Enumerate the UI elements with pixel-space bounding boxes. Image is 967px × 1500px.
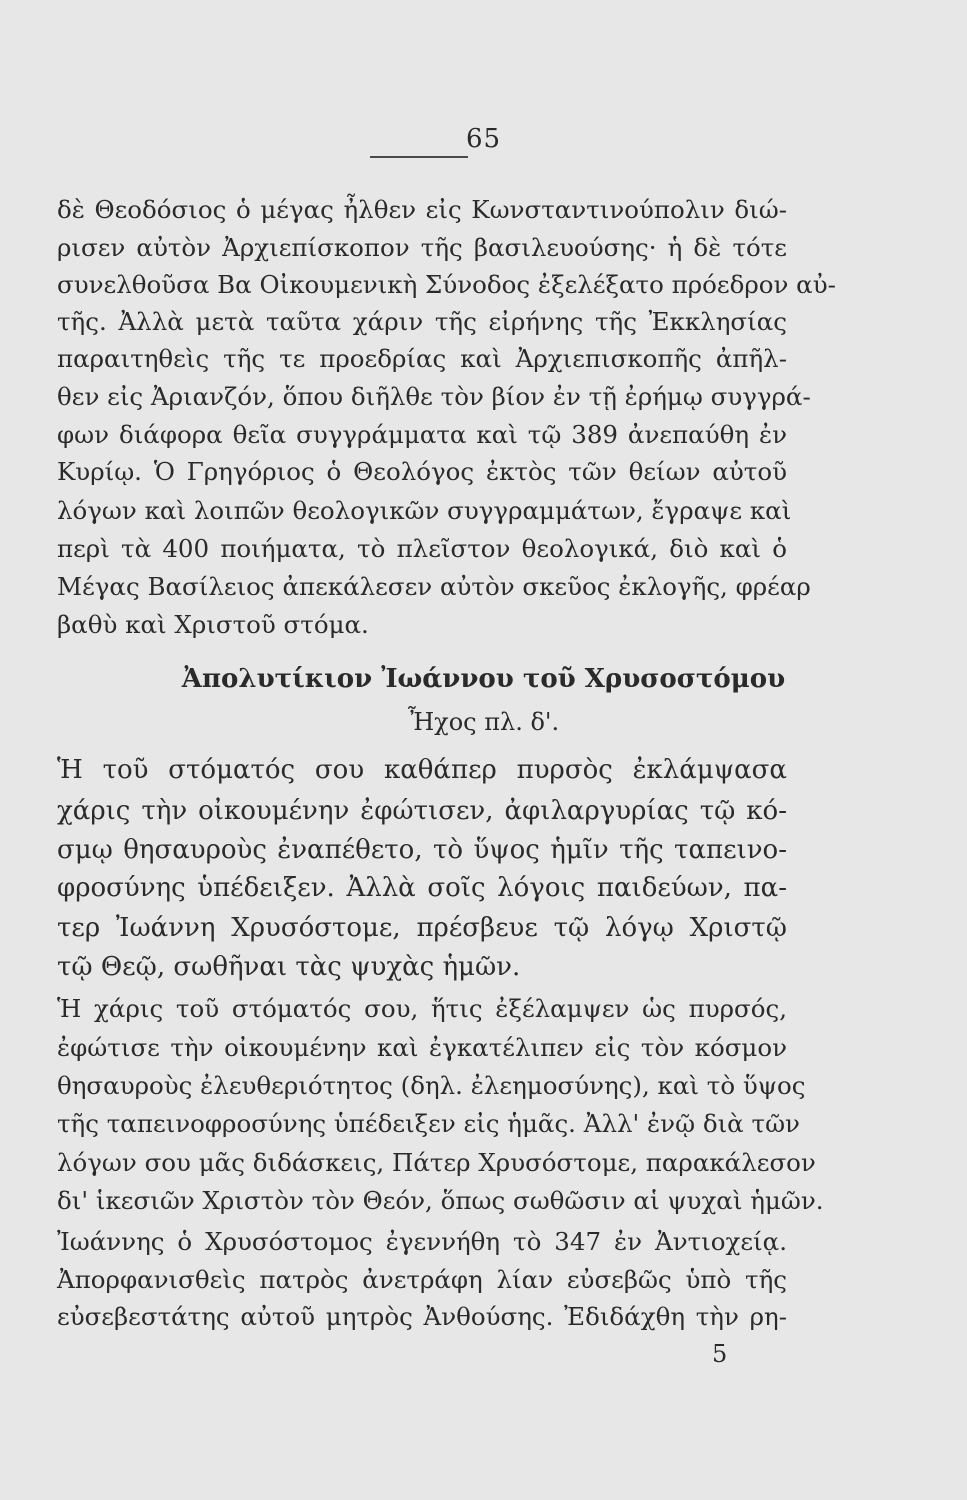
text-line: βαθὺ καὶ Χριστοῦ στόμα. — [57, 610, 369, 639]
text-line: θεν εἰς Ἀριανζόν, ὅπου διῆλθε τὸν βίον ἐν τῇ ἐρήμῳ συγγρά- — [57, 382, 811, 411]
text-line: λόγων καὶ λοιπῶν θεολογικῶν συγγραμμάτων, ἔγραψε καὶ — [57, 496, 792, 525]
text-line: λόγων σου μᾶς διδάσκεις, Πάτερ Χρυσόστομε, παρακάλεσον — [57, 1148, 816, 1177]
hymn-line: Ἡ τοῦ στόματός σου καθάπερ πυρσὸς ἐκλάμψασα — [57, 755, 787, 785]
text-line: Ἰωάννης ὁ Χρυσόστομος ἐγεννήθη τὸ 347 ἐν Ἀντιοχείᾳ. — [57, 1227, 787, 1256]
hymn-tone: Ἦχος πλ. δ'. — [407, 708, 560, 736]
text-line: τῆς ταπεινοφροσύνης ὑπέδειξεν εἰς ἡμᾶς. Ἀλλ' ἐνῷ διὰ τῶν — [57, 1109, 800, 1138]
text-line: τῆς. Ἀλλὰ μετὰ ταῦτα χάριν τῆς εἰρήνης τῆς Ἐκκλησίας — [57, 307, 787, 336]
text-line: δὲ Θεοδόσιος ὁ μέγας ἦλθεν εἰς Κωνσταντινούπολιν διώ- — [57, 195, 787, 224]
hymn-heading: Ἀπολυτίκιον Ἰωάννου τοῦ Χρυσοστόμου — [181, 664, 786, 694]
text-line: Μέγας Βασίλειος ἀπεκάλεσεν αὐτὸν σκεῦος ἐκλογῆς, φρέαρ — [57, 572, 811, 601]
page-number: 65 — [465, 124, 502, 154]
text-line: φων διάφορα θεῖα συγγράμματα καὶ τῷ 389 ἀνεπαύθη ἐν — [57, 420, 787, 449]
text-line: περὶ τὰ 400 ποιήματα, τὸ πλεῖστον θεολογικά, διὸ καὶ ὁ — [57, 534, 787, 563]
signature-mark: 5 — [712, 1340, 728, 1368]
hymn-line: χάρις τὴν οἰκουμένην ἐφώτισεν, ἀφιλαργυρίας τῷ κό- — [57, 796, 787, 826]
text-line: παραιτηθεὶς τῆς τε προεδρίας καὶ Ἀρχιεπισκοπῆς ἀπῆλ- — [57, 344, 787, 373]
text-line: δι' ἱκεσιῶν Χριστὸν τὸν Θεόν, ὅπως σωθῶσιν αἱ ψυχαὶ ἡμῶν. — [57, 1186, 824, 1215]
hymn-line: τῷ Θεῷ, σωθῆναι τὰς ψυχὰς ἡμῶν. — [57, 952, 521, 982]
text-line: εὐσεβεστάτης αὐτοῦ μητρὸς Ἀνθούσης. Ἐδιδάχθη τὴν ρη- — [57, 1302, 787, 1331]
text-line: Ἡ χάρις τοῦ στόματός σου, ἥτις ἐξέλαμψεν ὡς πυρσός, — [57, 994, 787, 1023]
text-line: ρισεν αὐτὸν Ἀρχιεπίσκοπον τῆς βασιλευούσης· ἡ δὲ τότε — [57, 233, 787, 262]
page-number-rule — [370, 156, 468, 158]
text-line: θησαυροὺς ἐλευθεριότητος (δηλ. ἐλεημοσύνης), καὶ τὸ ὕψος — [57, 1071, 806, 1100]
text-line: Ἀπορφανισθεὶς πατρὸς ἀνετράφη λίαν εὐσεβῶς ὑπὸ τῆς — [57, 1265, 787, 1294]
text-line: Κυρίῳ. Ὁ Γρηγόριος ὁ Θεολόγος ἐκτὸς τῶν θείων αὐτοῦ — [57, 457, 787, 486]
hymn-line: τερ Ἰωάννη Χρυσόστομε, πρέσβευε τῷ λόγῳ Χριστῷ — [57, 913, 787, 943]
text-line: συνελθοῦσα Βα Οἰκουμενικὴ Σύνοδος ἐξελέξατο πρόεδρον αὐ- — [57, 270, 836, 299]
text-line: ἐφώτισε τὴν οἰκουμένην καὶ ἐγκατέλιπεν εἰς τὸν κόσμον — [57, 1033, 787, 1062]
hymn-line: σμῳ θησαυροὺς ἐναπέθετο, τὸ ὕψος ἡμῖν τῆς ταπεινο- — [57, 835, 787, 865]
hymn-line: φροσύνης ὑπέδειξεν. Ἀλλὰ σοῖς λόγοις παιδεύων, πα- — [57, 873, 787, 903]
